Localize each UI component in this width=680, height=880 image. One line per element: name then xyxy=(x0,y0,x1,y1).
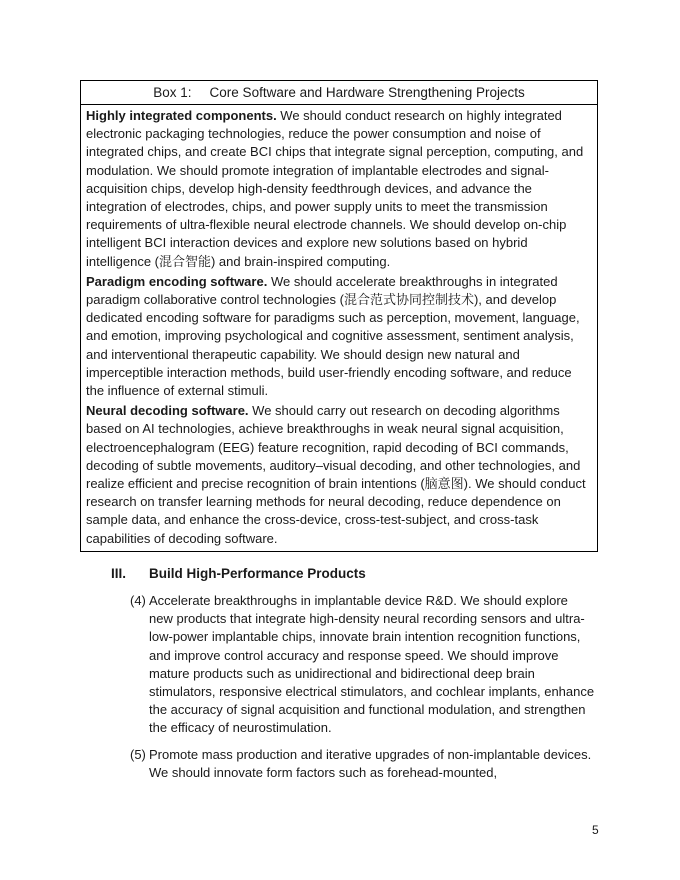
paragraph-text: We should conduct research on highly integrated electronic packaging technologies, reduce the power consumption and noise of integrated chips, and create BCI chips that integrate signal perception, computing, and modulation. We should promote integration of implantable electrodes and signal-acquisition chips, develop high-density feedthrough devices, and advance the integration of electrodes, chips, and power supply units to meet the transmission requirements of ultra-flexible neural electrode channels. We should develop on-chip intelligent BCI interaction devices and explore new solutions based on hybrid intelligence (混合智能) and brain-inspired computing. xyxy=(86,108,584,269)
item-label: (4) xyxy=(130,593,146,608)
box-1 xyxy=(80,80,598,552)
box-paragraph-neural-decoding xyxy=(86,402,591,548)
box-title xyxy=(81,81,597,105)
section-heading xyxy=(111,565,366,583)
page-number: 5 xyxy=(592,823,599,837)
box-title-text: Core Software and Hardware Strengthening Projects xyxy=(209,85,525,100)
item-text: Accelerate breakthroughs in implantable device R&D. We should explore new products that integrate high-density neural recording sensors and ultra-low-power implantable chips, innovate brain intention recognition functions, and improve control accuracy and response speed. We should improve mature products such as unidirectional and bidirectional deep brain stimulators, responsive electrical stimulators, and cochlear implants, enhance the accuracy of signal acquisition and functional modulation, and strengthen the efficacy of neurostimulation. xyxy=(149,593,595,736)
box-body xyxy=(81,105,597,551)
item-text: Promote mass production and iterative upgrades of non-implantable devices. We should innovate form factors such as forehead-mounted, xyxy=(149,747,592,781)
paragraph-heading: Paradigm encoding software. xyxy=(86,273,268,289)
box-paragraph-paradigm-encoding xyxy=(86,273,591,400)
paragraph-text: We should accelerate breakthroughs in integrated paradigm collaborative control technologies (混合范式协同控制技术), and develop dedicated encoding software for paradigms such as perception, movement, language, and emotion, improving psychological and cognitive assessment, sentiment analysis, and interventional therapeutic capability. We should design new natural and imperceptible interaction methods, build user-friendly encoding software, and reduce the influence of external stimuli. xyxy=(86,273,580,399)
box-paragraph-integrated-components xyxy=(86,107,591,271)
paragraph-text: We should carry out research on decoding algorithms based on AI technologies, achieve breakthroughs in weak neural signal acquisition, electroencephalogram (EEG) feature recognition, rapid decoding of BCI commands, decoding of subtle movements, auditory–visual decoding, and other technologies, and realize efficient and precise recognition of brain intentions (脑意图). We should conduct research on transfer learning methods for neural decoding, reduce dependence on sample data, and enhance the cross-device, cross-test-subject, and cross-task capabilities of decoding software. xyxy=(86,403,586,546)
item-label: (5) xyxy=(130,747,146,762)
paragraph-heading: Highly integrated components. xyxy=(86,108,277,123)
section-title: Build High-Performance Products xyxy=(149,566,366,581)
box-label: Box 1: xyxy=(153,85,192,100)
list-item-4 xyxy=(130,592,595,738)
paragraph-heading: Neural decoding software. xyxy=(86,403,249,419)
section-number: III. xyxy=(111,566,127,581)
list-item-5 xyxy=(130,746,595,782)
